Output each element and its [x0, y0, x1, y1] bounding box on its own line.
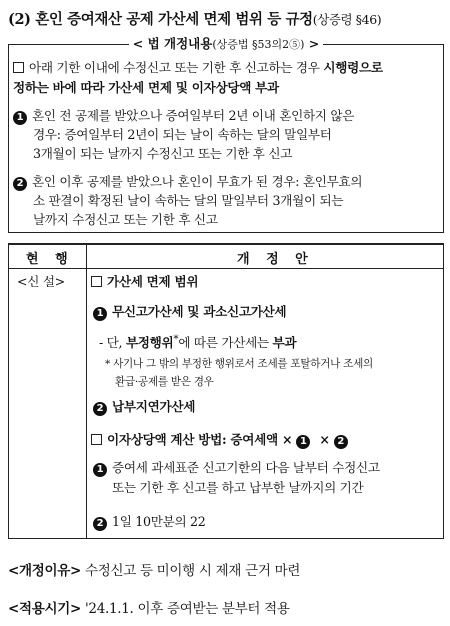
amendment-item-1-line-3: 3개월이 되는 날까지 수정신고 또는 기한 후 신고 [33, 146, 293, 161]
proposed-sec2-item-1-line-1: 증여세 과세표준 신고기한의 다음 날부터 수정신고 [112, 460, 380, 475]
amendment-item-2-line-2: 소 판결이 확정된 날이 속하는 달의 말일부터 3개월이 되는 [33, 193, 344, 208]
dash-text-c: 에 따른 가산세는 [178, 335, 273, 351]
proposed-section-1 [91, 273, 198, 291]
amendment-heading-ref: (상증법 §53의2⑤) [212, 38, 305, 51]
reason-text: 수정신고 등 미이행 시 제재 근거 마련 [81, 563, 301, 579]
circled-number-icon: 2 [334, 435, 348, 449]
footnote-line-2: 환급·공제를 받은 경우 [115, 376, 214, 388]
proposed-dash-line [99, 330, 296, 352]
proposed-item-1 [93, 303, 286, 321]
section-title-main: (2) 혼인 증여재산 공제 가산세 면제 범위 등 규정 [8, 11, 313, 28]
circled-number-icon: 1 [93, 307, 107, 321]
amendment-box [8, 36, 444, 233]
proposed-sec2-item-2 [93, 513, 205, 531]
apply-label: <적용시기> [8, 601, 81, 617]
proposed-sec2-item-1-line-2: 또는 기한 후 신고를 하고 납부한 날까지의 기간 [112, 480, 364, 495]
reason-label: <개정이유> [8, 563, 81, 579]
amendment-line-1-bold: 시행령으로 [323, 60, 383, 75]
apply-line [8, 597, 290, 617]
square-bullet-icon [91, 434, 102, 445]
amendment-item-1-line-1: 혼인 전 공제를 받았으나 증여일부터 2년 이내 혼인하지 않은 [32, 108, 355, 123]
amendment-heading-text: < 법 개정내용 [132, 36, 213, 51]
table-header-row [9, 245, 443, 269]
multiply-sign: × [315, 432, 334, 447]
circled-number-icon: 1 [93, 463, 107, 477]
proposed-item-2 [93, 398, 195, 416]
amendment-item-1-line-2: 경우: 증여일부터 2년이 되는 날이 속하는 달의 말일부터 [33, 127, 332, 142]
header-current: 현 행 [26, 252, 74, 267]
column-divider [86, 245, 87, 538]
footnote-line-1: * 사기나 그 밖의 부정한 행위로서 조세를 포탈하거나 조세의 [105, 358, 373, 370]
comparison-table [8, 243, 444, 539]
dash-text-bold-end: 부과 [272, 335, 297, 351]
circled-number-icon: 1 [296, 435, 310, 449]
section-title [8, 8, 444, 29]
footnote-star: * [173, 333, 179, 345]
circled-number-icon: 2 [93, 402, 107, 416]
circled-number-icon: 2 [13, 177, 27, 191]
proposed-section-2-title: 이자상당액 계산 방법: 증여세액 × [107, 432, 297, 447]
proposed-item-2-text: 납부지연가산세 [112, 399, 196, 414]
circled-number-icon: 1 [13, 111, 27, 125]
amendment-item-1 [13, 106, 354, 125]
current-cell: <신 설> [17, 274, 65, 289]
proposed-item-1-text: 무신고가산세 및 과소신고가산세 [112, 304, 287, 319]
square-bullet-icon [13, 62, 24, 73]
dash-text-a: - 단, [99, 335, 126, 351]
section-title-ref: (상증령 §46) [312, 12, 382, 27]
square-bullet-icon [91, 276, 102, 287]
proposed-section-2 [91, 431, 353, 449]
amendment-line-2: 정하는 바에 따라 가산세 면제 및 이자상당액 부과 [13, 80, 279, 95]
amendment-item-2-line-3: 날까지 수정신고 또는 기한 후 신고 [33, 212, 218, 227]
amendment-item-2-line-1: 혼인 이후 공제를 받았으나 혼인이 무효가 된 경우: 혼인무효의 [32, 174, 363, 189]
dash-text-bold: 부정행위 [125, 335, 174, 351]
amendment-heading-close: > [304, 36, 320, 51]
reason-line [8, 559, 300, 579]
proposed-section-1-title: 가산세 면제 범위 [107, 274, 199, 289]
apply-text: '24.1.1. 이후 증여받는 분부터 적용 [81, 601, 290, 617]
amendment-heading [9, 36, 443, 53]
amendment-item-2 [13, 172, 362, 191]
amendment-line-1 [13, 58, 383, 77]
proposed-sec2-item-2-text: 1일 10만분의 22 [112, 514, 206, 529]
amendment-line-1-text: 아래 기한 이내에 수정신고 또는 기한 후 신고하는 경우 [29, 60, 324, 75]
circled-number-icon: 2 [93, 517, 107, 531]
header-proposed: 개 정 안 [237, 252, 314, 267]
proposed-sec2-item-1 [93, 459, 380, 477]
